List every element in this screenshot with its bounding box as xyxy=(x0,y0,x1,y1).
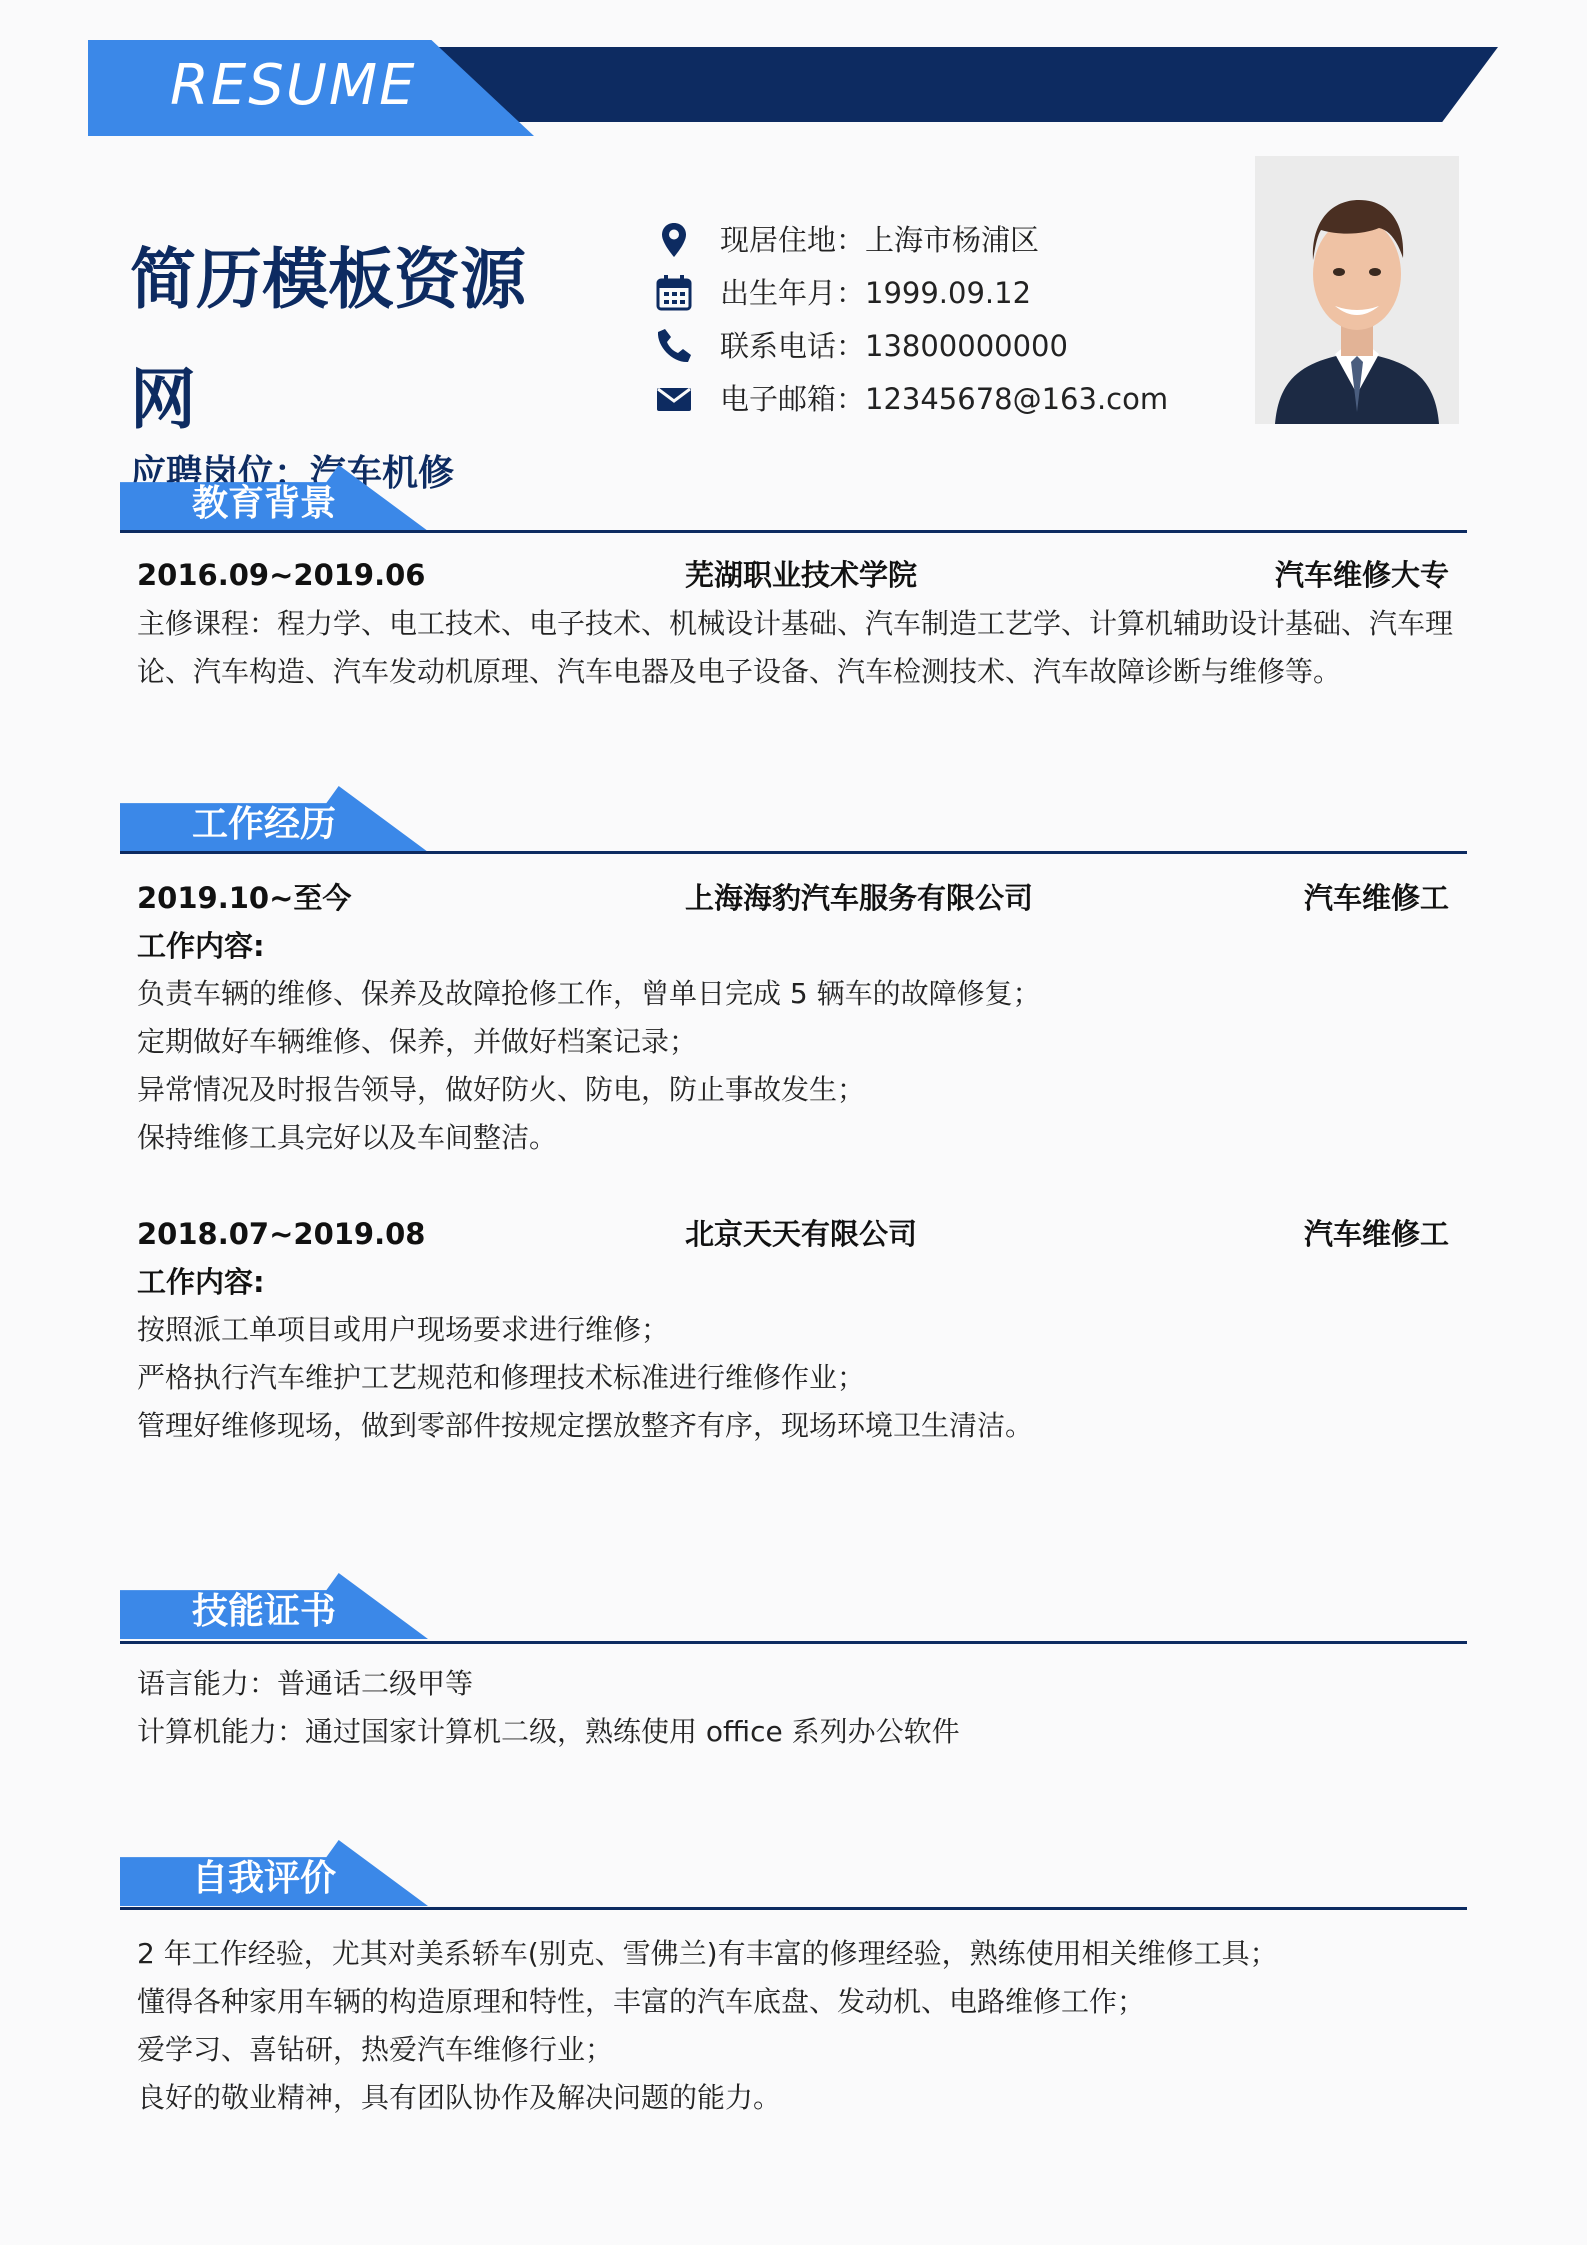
resume-banner-text: RESUME xyxy=(170,53,417,118)
self-line: 懂得各种家用车辆的构造原理和特性，丰富的汽车底盘、发动机、电路维修工作； xyxy=(137,1985,1146,2018)
work-position: 汽车维修工 xyxy=(1303,1217,1449,1251)
section-title-education: 教育背景 xyxy=(192,483,337,524)
work-duty-line: 保持维修工具完好以及车间整洁。 xyxy=(137,1121,558,1154)
contact-address xyxy=(654,218,1039,262)
email-text: 电子邮箱：12345678@163.com xyxy=(720,381,1169,416)
self-line: 良好的敬业精神，具有团队协作及解决问题的能力。 xyxy=(137,2081,782,2114)
education-period: 2016.09~2019.06 xyxy=(137,558,426,592)
education-row xyxy=(137,555,1449,595)
work-duty-line: 管理好维修现场，做到零部件按规定摆放整齐有序，现场环境卫生清洁。 xyxy=(137,1409,1034,1442)
candidate-name: 简历模板资源网 xyxy=(130,241,526,438)
work-row xyxy=(137,878,1449,918)
work-position: 汽车维修工 xyxy=(1303,881,1449,915)
section-divider xyxy=(120,530,1467,533)
section-divider xyxy=(120,1907,1467,1910)
self-evaluation xyxy=(137,1930,1467,2122)
work-duty-line: 异常情况及时报告领导，做好防火、防电，防止事故发生； xyxy=(137,1073,866,1106)
phone-text: 联系电话：13800000000 xyxy=(720,328,1068,363)
skill-line: 计算机能力：通过国家计算机二级，熟练使用 office 系列办公软件 xyxy=(137,1715,960,1748)
work-company: 北京天天有限公司 xyxy=(685,1217,918,1251)
self-line: 爱学习、喜钻研，热爱汽车维修行业； xyxy=(137,2033,614,2066)
profile-photo xyxy=(1255,156,1459,424)
section-title-self: 自我评价 xyxy=(192,1858,337,1899)
work-content-label: 工作内容: xyxy=(137,1265,265,1299)
phone-icon xyxy=(654,326,694,366)
work-row xyxy=(137,1214,1449,1254)
applied-position: 应聘岗位：汽车机修 xyxy=(130,453,455,494)
mail-icon xyxy=(654,379,694,419)
self-line: 2 年工作经验，尤其对美系轿车(别克、雪佛兰)有丰富的修理经验，熟练使用相关维修工具； xyxy=(137,1937,1278,1970)
person-portrait-image xyxy=(1255,156,1459,424)
work-company: 上海海豹汽车服务有限公司 xyxy=(685,881,1034,915)
location-pin-icon xyxy=(654,220,694,260)
skills-list xyxy=(137,1660,1467,1756)
section-title-skills: 技能证书 xyxy=(192,1591,337,1632)
work-duty-line: 严格执行汽车维护工艺规范和修理技术标准进行维修作业； xyxy=(137,1361,866,1394)
skill-line: 语言能力：普通话二级甲等 xyxy=(137,1667,474,1700)
education-courses: 主修课程：程力学、电工技术、电子技术、机械设计基础、汽车制造工艺学、计算机辅助设计基础、汽车理论、汽车构造、汽车发动机原理、汽车电器及电子设备、汽车检测技术、汽车故障诊断与维修等。 xyxy=(137,607,1454,688)
address-text: 现居住地：上海市杨浦区 xyxy=(720,222,1040,257)
work-duty-line: 按照派工单项目或用户现场要求进行维修； xyxy=(137,1313,670,1346)
work-period: 2019.10~至今 xyxy=(137,881,352,915)
contact-email xyxy=(654,377,1168,421)
section-divider xyxy=(120,1641,1467,1644)
work-duties xyxy=(137,1306,1467,1450)
work-duty-line: 负责车辆的维修、保养及故障抢修工作，曾单日完成 5 辆车的故障修复； xyxy=(137,977,1041,1010)
work-duties xyxy=(137,970,1467,1162)
education-major: 汽车维修大专 xyxy=(1274,558,1449,592)
work-period: 2018.07~2019.08 xyxy=(137,1217,426,1251)
contact-phone xyxy=(654,324,1068,368)
calendar-icon xyxy=(654,273,694,313)
education-school: 芜湖职业技术学院 xyxy=(685,558,918,592)
section-divider xyxy=(120,851,1467,854)
work-duty-line: 定期做好车辆维修、保养，并做好档案记录； xyxy=(137,1025,698,1058)
contact-birth xyxy=(654,271,1031,315)
section-title-work: 工作经历 xyxy=(192,804,337,845)
work-content-label: 工作内容: xyxy=(137,929,265,963)
birth-text: 出生年月：1999.09.12 xyxy=(720,275,1032,310)
